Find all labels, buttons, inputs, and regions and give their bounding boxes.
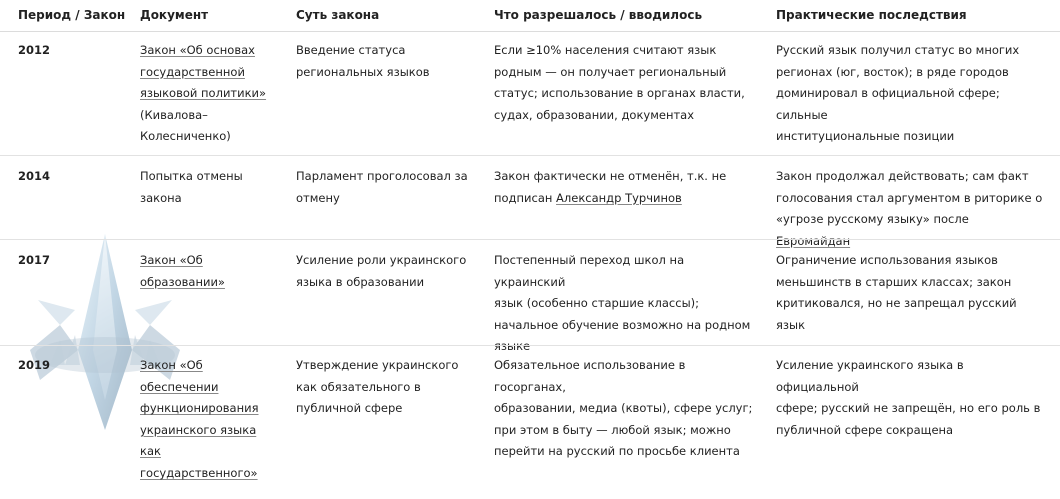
row-period: 2014 [18,169,51,183]
turchinov-link[interactable]: Александр Турчинов [556,190,682,205]
law-2019-link[interactable]: Закон «Об обеспечении функционирования украинского языка как государственного» [140,358,259,480]
row-essence: Усиление роли украинского языка в образовании [296,253,467,289]
row-essence: Введение статуса региональных языков [296,43,430,79]
header-essence: Суть закона [296,8,380,22]
euromaidan-link[interactable]: Евромайдан [776,233,851,248]
row-divider [0,155,1060,156]
law-2012-link[interactable]: Закон «Об основах государственной языковой политики» [140,43,267,101]
row-allowed: Если ≥10% населения считают язык родным — он получает региональный статус; использование в органах власти, судах, образовании, документах [494,43,745,122]
table-header [0,0,1060,32]
row-period: 2012 [18,43,51,57]
row-document [140,355,280,485]
row-divider [0,239,1060,240]
row-period: 2017 [18,253,51,267]
row-allowed: Закон фактически не отменён, т.к. не подписан Александр Турчинов [494,169,727,205]
law-2017-link[interactable]: Закон «Об образовании» [140,253,225,289]
row-essence: Утверждение украинского как обязательного в публичной сфере [296,358,459,416]
row-allowed: Постепенный переход школ на украинский язык (особенно старшие классы); начальное обучение возможно на родном языке [494,253,751,354]
header-effects: Практические последствия [776,8,967,22]
row-document: Попытка отмены закона [140,169,243,205]
row-document: Закон «Об основах государственной языковой политики» (Кивалова– Колесниченко) [140,43,267,144]
row-effects: Русский язык получил статус во многих регионах (юг, восток); в ряде городов доминировал в официальной сфере; сильные институциональные позиции [776,43,1020,144]
header-allowed: Что разрешалось / вводилось [494,8,703,22]
header-period: Период / Закон [18,8,126,22]
row-allowed: Обязательное использование в госорганах, образовании, медиа (квоты), сфере услуг; при этом в быту — любой язык; можно перейти на русский по просьбе клиента [494,358,753,459]
row-effects: Усиление украинского языка в официальной сфере; русский не запрещён, но его роль в публичной сфере сокращена [776,358,1041,437]
row-document [140,250,280,293]
row-divider [0,345,1060,346]
row-essence: Парламент проголосовал за отмену [296,169,468,205]
row-period: 2019 [18,358,51,372]
header-document: Документ [140,8,209,22]
row-effects: Закон продолжал действовать; сам факт голосования стал аргументом в риторике о «угрозе русскому языку» после Евромайдан [776,169,1043,248]
row-effects: Ограничение использования языков меньшинств в старших классах; закон критиковался, но не запрещал русский язык [776,253,1017,332]
